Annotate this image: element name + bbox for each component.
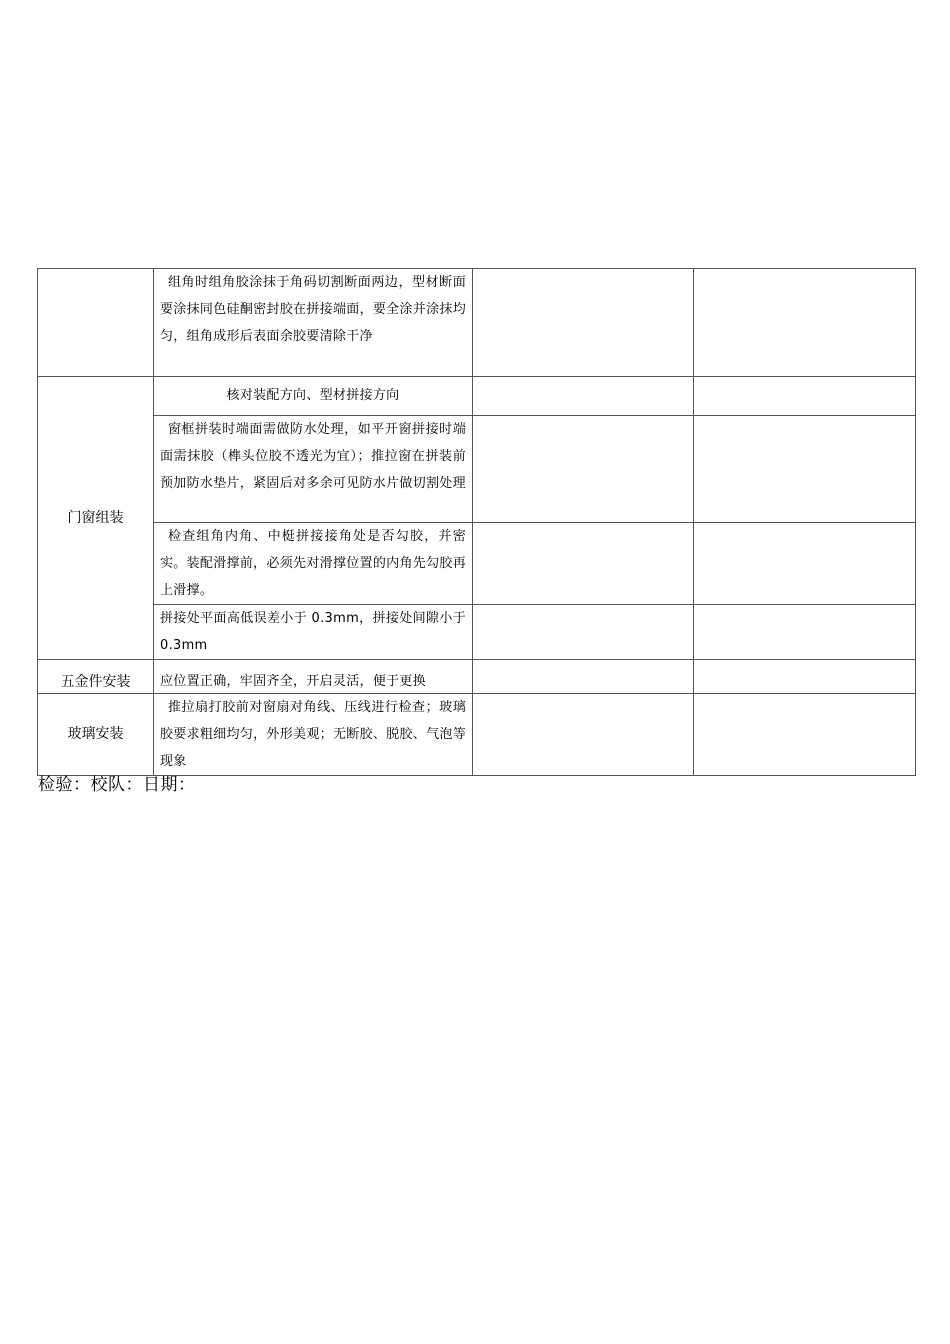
- remark-cell: [694, 416, 916, 523]
- description-cell: 核对装配方向、型材拼接方向: [154, 377, 473, 416]
- table-row: [38, 377, 916, 416]
- description-cell: 组角时组角胶涂抹于角码切割断面两边，型材断面要涂抹同色硅酮密封胶在拼接端面，要全涂并涂抹均匀，组角成形后表面余胶要清除干净: [154, 269, 473, 377]
- result-cell: [473, 660, 694, 694]
- result-cell: [473, 269, 694, 377]
- remark-cell: [694, 523, 916, 605]
- category-cell-assembly: 门窗组装: [38, 377, 154, 660]
- remark-cell: [694, 377, 916, 416]
- table-row: [38, 605, 916, 660]
- description-cell: 拼接处平面高低误差小于 0.3mm，拼接处间隙小于 0.3mm: [154, 605, 473, 660]
- table-row: [38, 694, 916, 776]
- table-row: [38, 269, 916, 377]
- category-cell-glass: 玻璃安装: [38, 694, 154, 776]
- category-cell: [38, 269, 154, 377]
- remark-cell: [694, 605, 916, 660]
- table-row: [38, 660, 916, 694]
- remark-cell: [694, 660, 916, 694]
- description-cell: 推拉扇打胶前对窗扇对角线、压线进行检查；玻璃胶要求粗细均匀，外形美观；无断胶、脱胶、气泡等现象: [154, 694, 473, 776]
- table-row: [38, 523, 916, 605]
- category-cell-hardware: 五金件安装: [38, 660, 154, 694]
- result-cell: [473, 605, 694, 660]
- description-cell: 应位置正确，牢固齐全，开启灵活，便于更换: [154, 660, 473, 694]
- result-cell: [473, 694, 694, 776]
- result-cell: [473, 523, 694, 605]
- table-row: [38, 416, 916, 523]
- remark-cell: [694, 269, 916, 377]
- description-cell: 检查组角内角、中梃拼接接角处是否勾胶，并密实。装配滑撑前，必须先对滑撑位置的内角先勾胶再上滑撑。: [154, 523, 473, 605]
- signature-line: 检验：校队：日期：: [38, 775, 196, 795]
- remark-cell: [694, 694, 916, 776]
- result-cell: [473, 377, 694, 416]
- description-cell: 窗框拼装时端面需做防水处理，如平开窗拼接时端面需抹胶（榫头位胶不透光为宜）；推拉窗在拼装前预加防水垫片，紧固后对多余可见防水片做切割处理: [154, 416, 473, 523]
- result-cell: [473, 416, 694, 523]
- inspection-table: [37, 268, 916, 776]
